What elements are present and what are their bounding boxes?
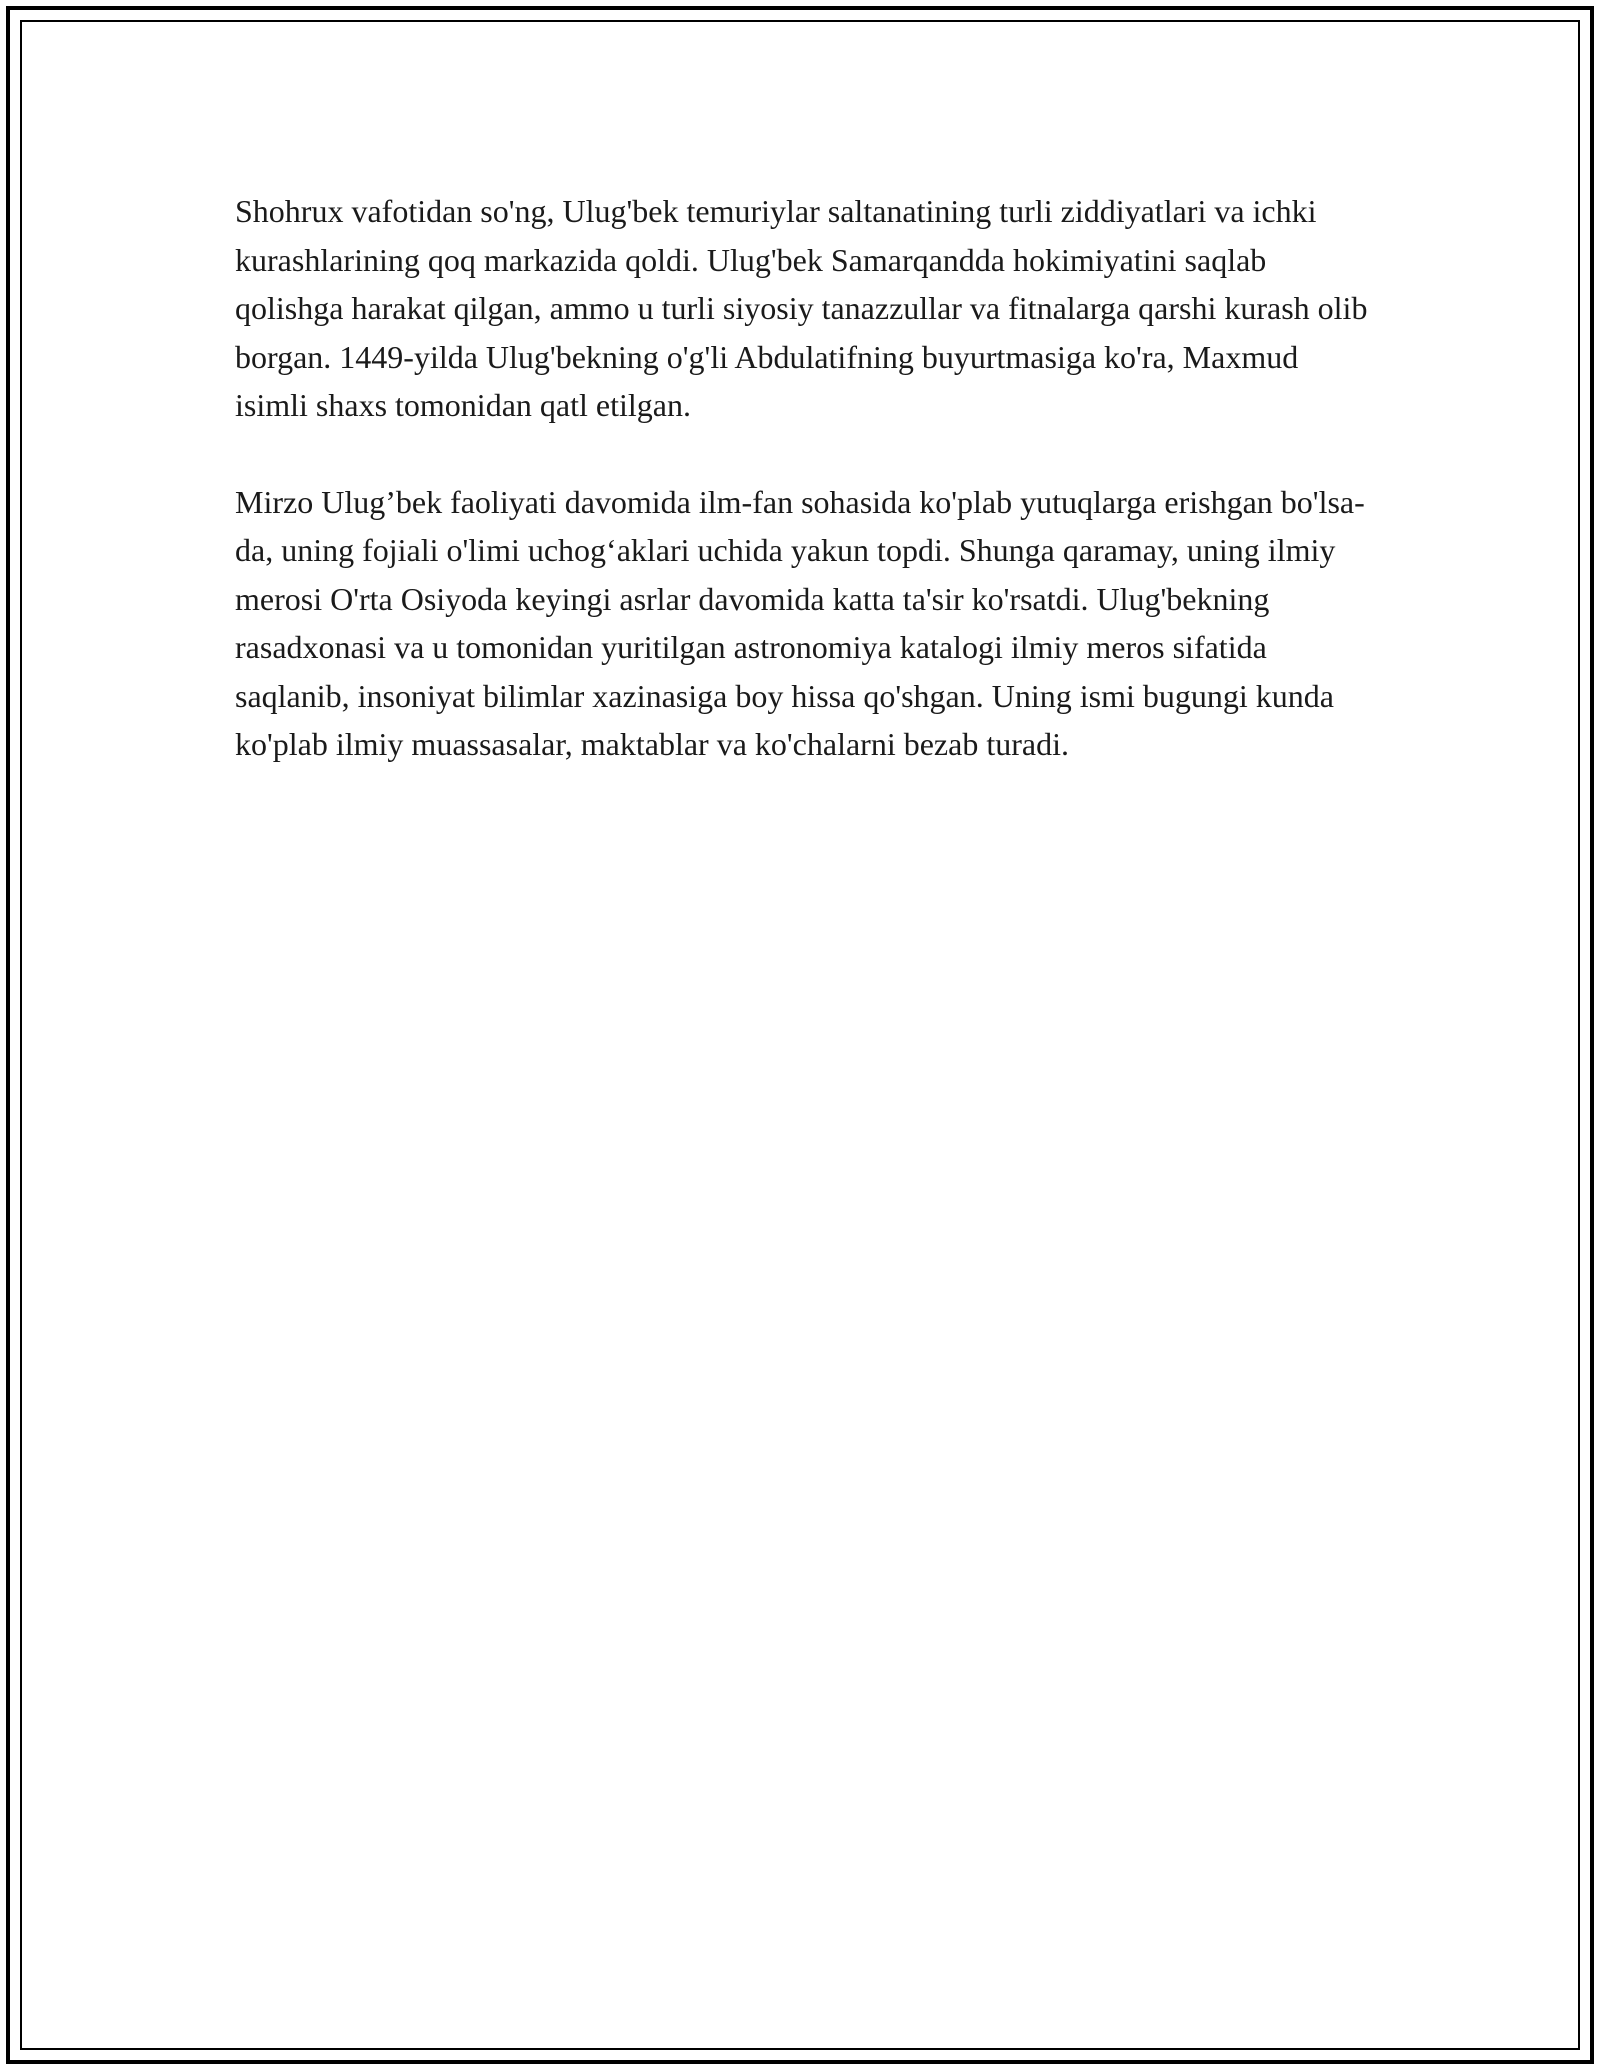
paragraph-1: Shohrux vafotidan so'ng, Ulug'bek temuriylar saltanatining turli ziddiyatlari va ichki kurashlarining qoq markazida qoldi. Ulug'bek Samarqandda hokimiyatini saqlab qolishga harakat qilgan, ammo u turli siyosiy tanazzullar va fitnalarga qarshi kurash olib borgan. 1449-yilda Ulug'bekning o'g'li Abdulatifning buyurtmasiga ko'ra, Maxmud isimli shaxs tomonidan qatl etilgan. <box>235 193 1368 423</box>
document-body <box>235 187 1375 817</box>
paragraph-2: Mirzo Ulug’bek faoliyati davomida ilm-fan sohasida ko'plab yutuqlarga erishgan bo'lsa-da, uning fojiali o'limi uchogʻaklari uchida yakun topdi. Shunga qaramay, uning ilmiy merosi O'rta Osiyoda keyingi asrlar davomida katta ta'sir ko'rsatdi. Ulug'bekning rasadxonasi va u tomonidan yuritilgan astronomiya katalogi ilmiy meros sifatida saqlanib, insoniyat bilimlar xazinasiga boy hissa qo'shgan. Uning ismi bugungi kunda ko'plab ilmiy muassasalar, maktablar va ko'chalarni bezab turadi. <box>235 483 1365 762</box>
